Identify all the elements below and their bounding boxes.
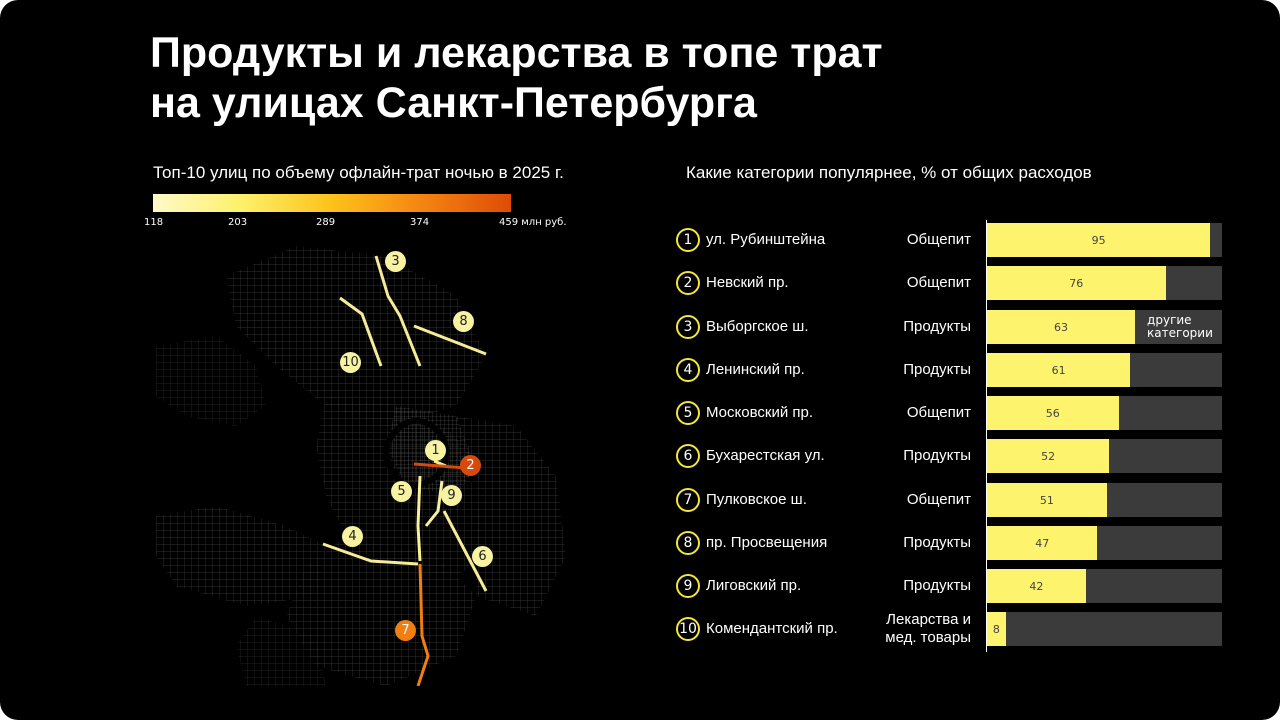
rank-badge: 5 <box>676 401 700 425</box>
bar-track <box>987 353 1222 387</box>
bar-fill <box>987 310 1135 344</box>
title-line-1: Продукты и лекарства в топе трат <box>150 29 883 77</box>
map-marker-8: 8 <box>453 311 474 332</box>
bar-value-label: 61 <box>1051 363 1066 377</box>
color-scale-bar <box>153 194 511 212</box>
bar-value-label: 56 <box>1045 406 1060 420</box>
rank-badge: 7 <box>676 488 700 512</box>
page-title <box>150 28 1050 128</box>
rank-badge: 6 <box>676 444 700 468</box>
bar-value-label: 51 <box>1039 493 1054 507</box>
bar-row <box>676 483 1236 517</box>
street-line-5 <box>418 476 420 561</box>
scale-tick-2: 203 <box>228 217 248 228</box>
bar-row <box>676 526 1236 560</box>
street-name: пр. Просвещения <box>706 534 828 551</box>
top-category: Продукты <box>903 577 971 594</box>
scale-tick-3: 289 <box>316 217 336 228</box>
street-name: ул. Рубинштейна <box>706 231 826 248</box>
rank-badge: 3 <box>676 315 700 339</box>
street-name: Бухарестская ул. <box>706 447 825 464</box>
street-name: Невский пр. <box>706 274 789 291</box>
bar-value-label: 95 <box>1091 233 1106 247</box>
map-marker-6: 6 <box>472 546 493 567</box>
bar-row <box>676 612 1236 646</box>
map-marker-9: 9 <box>441 485 462 506</box>
bar-fill <box>987 223 1210 257</box>
bar-row <box>676 353 1236 387</box>
bar-value-label: 52 <box>1041 449 1056 463</box>
city-street-map <box>156 236 584 686</box>
bar-value-label: 47 <box>1035 536 1050 550</box>
bar-row <box>676 439 1236 473</box>
bar-fill <box>987 612 1006 646</box>
rank-badge: 4 <box>676 358 700 382</box>
map-west-area <box>156 506 326 606</box>
scale-tick-5: 459 млн руб. <box>499 217 567 228</box>
bars-subtitle: Какие категории популярнее, % от общих расходов <box>686 163 1092 182</box>
bar-track <box>987 310 1222 344</box>
scale-tick-4: 374 <box>410 217 430 228</box>
bar-value-label: 63 <box>1054 320 1069 334</box>
bar-row <box>676 569 1236 603</box>
bar-track <box>987 396 1222 430</box>
top-category: Общепит <box>906 491 971 508</box>
top-category: Общепит <box>906 274 971 291</box>
street-name: Комендантский пр. <box>706 620 838 637</box>
rank-badge: 10 <box>676 617 700 641</box>
title-line-2: на улицах Санкт-Петербурга <box>150 79 757 127</box>
bar-fill <box>987 353 1130 387</box>
top-category: Общепит <box>906 404 971 421</box>
bar-fill <box>987 526 1097 560</box>
bar-fill <box>987 396 1119 430</box>
map-marker-4: 4 <box>342 526 363 547</box>
other-categories-label: другие категории <box>1147 313 1213 340</box>
street-name: Ленинский пр. <box>706 361 805 378</box>
bar-track <box>987 266 1222 300</box>
bar-fill <box>987 439 1109 473</box>
top-category: Продукты <box>903 447 971 464</box>
top-category: Лекарства и мед. товары <box>885 611 971 646</box>
top-category: Общепит <box>906 231 971 248</box>
bar-track <box>987 526 1222 560</box>
rank-badge: 8 <box>676 531 700 555</box>
bar-track <box>987 483 1222 517</box>
bar-row <box>676 396 1236 430</box>
map-subtitle: Топ-10 улиц по объему офлайн-трат ночью в 2025 г. <box>153 163 564 182</box>
map-marker-7: 7 <box>395 620 416 641</box>
street-name: Выборгское ш. <box>706 318 809 335</box>
bar-row <box>676 310 1236 344</box>
top-category: Продукты <box>903 534 971 551</box>
map-marker-5: 5 <box>391 481 412 502</box>
bar-fill <box>987 569 1086 603</box>
bar-track <box>987 569 1222 603</box>
map-north-area <box>226 246 486 426</box>
rank-badge: 2 <box>676 271 700 295</box>
scale-tick-1: 118 <box>144 217 164 228</box>
top-category: Продукты <box>903 361 971 378</box>
bar-row <box>676 223 1236 257</box>
top-category: Продукты <box>903 318 971 335</box>
bar-track <box>987 223 1222 257</box>
street-name: Пулковское ш. <box>706 491 807 508</box>
map-marker-10: 10 <box>340 352 361 373</box>
bar-track <box>987 612 1222 646</box>
rank-badge: 9 <box>676 574 700 598</box>
map-west-coast <box>156 336 266 426</box>
rank-badge: 1 <box>676 228 700 252</box>
street-name: Московский пр. <box>706 404 813 421</box>
map-marker-2: 2 <box>460 455 481 476</box>
street-name: Лиговский пр. <box>706 577 802 594</box>
bar-fill <box>987 483 1107 517</box>
map-marker-1: 1 <box>425 440 446 461</box>
map-marker-3: 3 <box>385 251 406 272</box>
bar-track <box>987 439 1222 473</box>
bar-row <box>676 266 1236 300</box>
bar-fill <box>987 266 1166 300</box>
bar-value-label: 8 <box>992 622 1000 636</box>
bar-value-label: 42 <box>1029 579 1044 593</box>
bar-value-label: 76 <box>1069 276 1084 290</box>
